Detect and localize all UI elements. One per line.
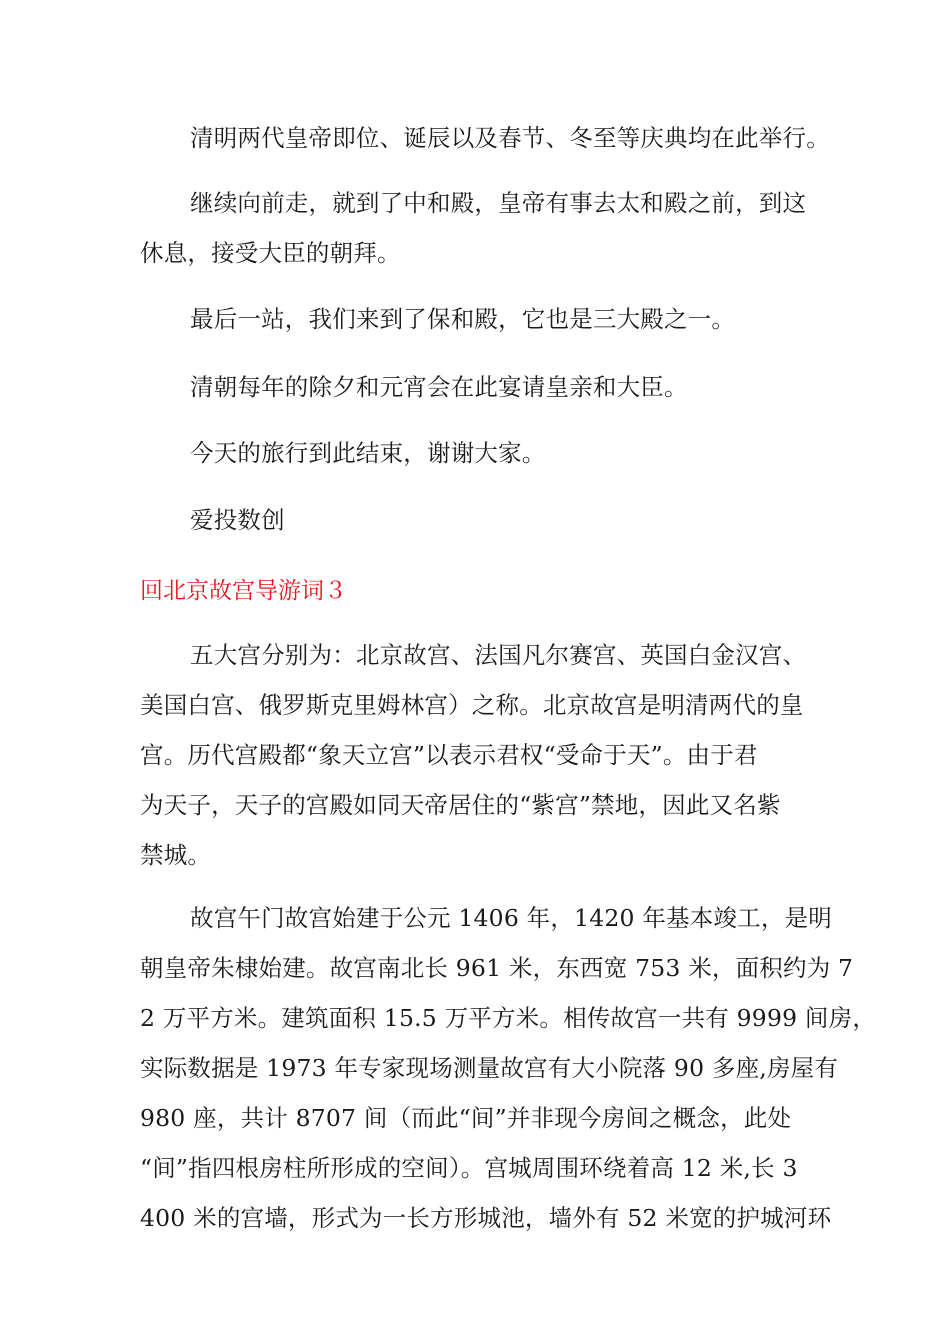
paragraph-line: 最后一站，我们来到了保和殿，它也是三大殿之一。 — [190, 305, 736, 333]
paragraph-line: 清明两代皇帝即位、诞辰以及春节、冬至等庆典均在此举行。 — [190, 124, 830, 152]
paragraph-line: 980 座，共计 8707 间（而此“间”并非现今房间之概念，此处 — [140, 1104, 792, 1132]
paragraph-line: 禁城。 — [140, 841, 212, 869]
paragraph-line: 休息，接受大臣的朝拜。 — [140, 239, 401, 267]
paragraph-line: 继续向前走，就到了中和殿，皇帝有事去太和殿之前，到这 — [190, 189, 807, 217]
paragraph-line: 美国白宫、俄罗斯克里姆林宫）之称。北京故宫是明清两代的皇 — [140, 691, 804, 719]
paragraph-line: 今天的旅行到此结束，谢谢大家。 — [190, 439, 546, 467]
paragraph-line: 故宫午门故宫始建于公元 1406 年，1420 年基本竣工，是明 — [190, 904, 832, 932]
paragraph-line: 2 万平方米。建筑面积 15.5 万平方米。相传故宫一共有 9999 间房， — [140, 1004, 877, 1032]
paragraph-line: 爱投数创 — [190, 506, 285, 534]
paragraph-line: 宫。历代宫殿都“象天立宫”以表示君权“受命于天”。由于君 — [140, 741, 758, 769]
paragraph-line: 清朝每年的除夕和元宵会在此宴请皇亲和大臣。 — [190, 373, 688, 401]
paragraph-line: 五大宫分别为：北京故宫、法国凡尔赛宫、英国白金汉宫、 — [190, 641, 807, 669]
paragraph-line: 400 米的宫墙，形式为一长方形城池，墙外有 52 米宽的护城河环 — [140, 1204, 832, 1232]
paragraph-line: 朝皇帝朱棣始建。故宫南北长 961 米，东西宽 753 米，面积约为 7 — [140, 954, 854, 982]
paragraph-line: 为天子，天子的宫殿如同天帝居住的“紫宫”禁地，因此又名紫 — [140, 791, 781, 819]
section-heading: 回北京故宫导游词３ — [140, 578, 347, 604]
paragraph-line: “间”指四根房柱所形成的空间）。宫城周围环绕着高 12 米,长 3 — [140, 1154, 798, 1182]
paragraph-line: 实际数据是 1973 年专家现场测量故宫有大小院落 90 多座,房屋有 — [140, 1054, 839, 1082]
